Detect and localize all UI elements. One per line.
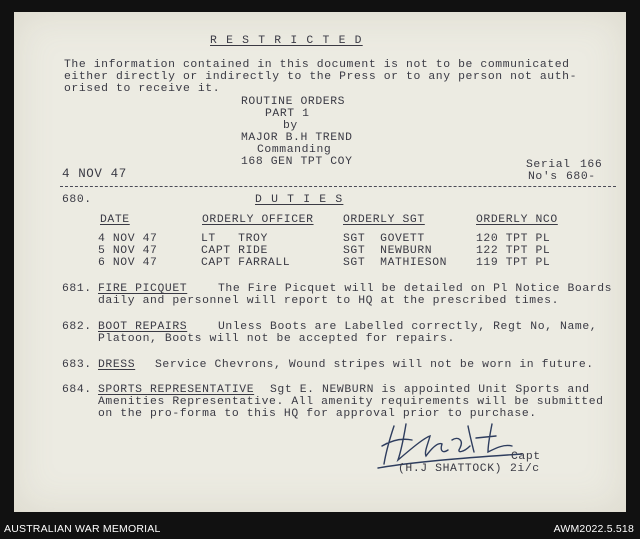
- order-684-line-2: Amenities Representative. All amenity requirements will be submitted: [98, 396, 604, 408]
- order-684-heading: SPORTS REPRESENTATIVE: [98, 384, 255, 396]
- classification-heading: R E S T R I C T E D: [210, 35, 363, 47]
- duty-row-1-sgt: SGT GOVETT: [343, 233, 425, 245]
- duty-row-2-nco: 122 TPT PL: [476, 245, 551, 257]
- duty-row-1-date: 4 NOV 47: [98, 233, 158, 245]
- order-682-line-2: Platoon, Boots will not be accepted for repairs.: [98, 333, 455, 345]
- notice-line-2: either directly or indirectly to the Press or to any person not auth-: [64, 71, 578, 83]
- nos-value: 680-: [566, 171, 596, 183]
- title-line-2: PART 1: [265, 108, 310, 120]
- order-681-number: 681.: [62, 283, 92, 295]
- duty-row-3-officer: CAPT FARRALL: [201, 257, 291, 269]
- duty-row-3-date: 6 NOV 47: [98, 257, 158, 269]
- signature-appointment: 2i/c: [510, 463, 540, 475]
- col-orderly-officer: ORDERLY OFFICER: [202, 214, 314, 226]
- serial-number: 166: [580, 159, 603, 171]
- notice-line-3: orised to receive it.: [64, 83, 221, 95]
- order-date: 4 NOV 47: [62, 167, 127, 181]
- title-line-4: MAJOR B.H TREND: [241, 132, 353, 144]
- duties-heading: D U T I E S: [255, 194, 344, 206]
- col-date: DATE: [100, 214, 130, 226]
- col-orderly-nco: ORDERLY NCO: [476, 214, 558, 226]
- duty-row-3-nco: 119 TPT PL: [476, 257, 551, 269]
- duty-row-2-date: 5 NOV 47: [98, 245, 158, 257]
- order-682-line-1: Unless Boots are Labelled correctly, Regt No, Name,: [218, 321, 598, 333]
- order-682-number: 682.: [62, 321, 92, 333]
- title-line-6: 168 GEN TPT COY: [241, 156, 353, 168]
- duty-row-1-nco: 120 TPT PL: [476, 233, 551, 245]
- notice-line-1: The information contained in this document is not to be communicated: [64, 59, 570, 71]
- order-682-heading: BOOT REPAIRS: [98, 321, 188, 333]
- order-681-heading: FIRE PICQUET: [98, 283, 188, 295]
- order-681-line-2: daily and personnel will report to HQ at the prescribed times.: [98, 295, 560, 307]
- order-681-line-1: The Fire Picquet will be detailed on Pl Notice Boards: [218, 283, 613, 295]
- duty-row-2-sgt: SGT NEWBURN: [343, 245, 433, 257]
- title-line-1: ROUTINE ORDERS: [241, 96, 346, 108]
- nos-label: No's: [528, 171, 558, 183]
- order-683-number: 683.: [62, 359, 92, 371]
- col-orderly-sgt: ORDERLY SGT: [343, 214, 425, 226]
- order-684-line-3: on the pro-forma to this HQ for approval prior to purchase.: [98, 408, 537, 420]
- header-rule: [60, 186, 616, 187]
- footer-accession-number: AWM2022.5.518: [553, 523, 634, 535]
- serial-label: Serial: [526, 159, 571, 171]
- order-683-heading: DRESS: [98, 359, 136, 371]
- duty-row-2-officer: CAPT RIDE: [201, 245, 268, 257]
- footer-source: AUSTRALIAN WAR MEMORIAL: [4, 523, 161, 535]
- signature-rank: Capt: [511, 451, 541, 463]
- duties-number: 680.: [62, 194, 92, 206]
- signature-name: (H.J SHATTOCK): [398, 463, 503, 475]
- title-line-3: by: [283, 120, 298, 132]
- duty-row-3-sgt: SGT MATHIESON: [343, 257, 448, 269]
- duty-row-1-officer: LT TROY: [201, 233, 268, 245]
- order-684-number: 684.: [62, 384, 92, 396]
- order-683-line-1: Service Chevrons, Wound stripes will not be worn in future.: [155, 359, 594, 371]
- order-684-line-1: Sgt E. NEWBURN is appointed Unit Sports and: [270, 384, 590, 396]
- title-line-5: Commanding: [257, 144, 332, 156]
